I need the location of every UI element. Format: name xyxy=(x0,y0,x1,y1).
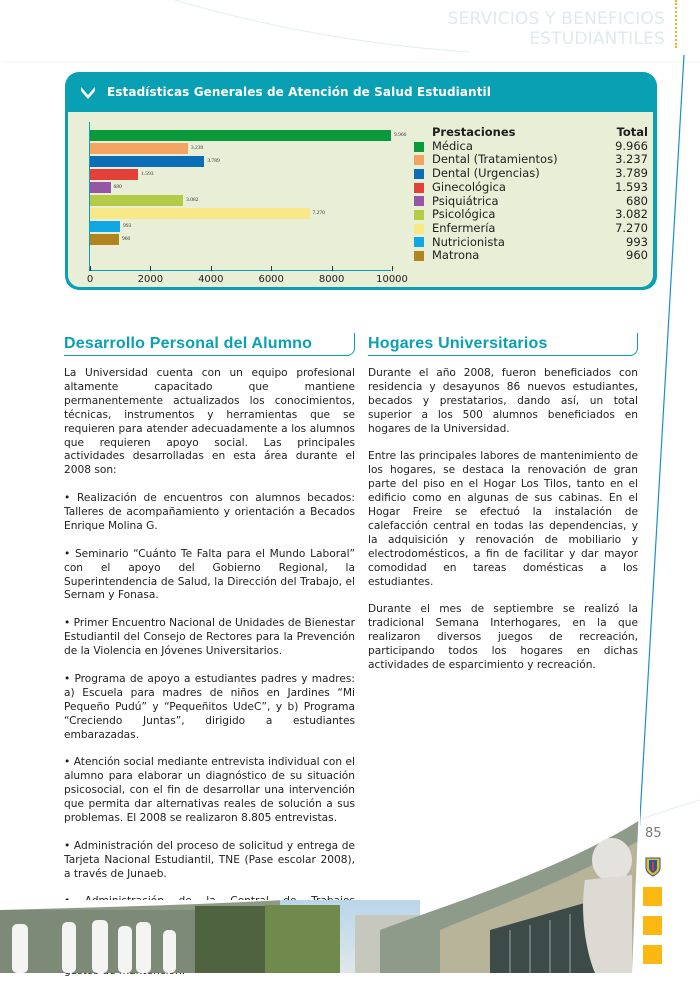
legend-name: Ginecológica xyxy=(432,179,506,194)
legend-name: Psicológica xyxy=(432,207,496,222)
bar-value-label: 3.082 xyxy=(186,197,199,203)
right-section-title: Hogares Universitarios xyxy=(368,335,548,352)
x-tick xyxy=(211,266,212,271)
left-section-title: Desarrollo Personal del Alumno xyxy=(64,335,313,352)
bar-3 xyxy=(90,169,138,180)
legend-name: Matrona xyxy=(432,248,480,263)
legend-row xyxy=(414,249,648,263)
legend-swatch xyxy=(414,237,424,247)
legend-swatch xyxy=(414,251,424,261)
legend-swatch xyxy=(414,224,424,234)
page-number: 85 xyxy=(645,826,662,841)
stats-header xyxy=(65,72,657,112)
decorative-square-1 xyxy=(643,887,662,906)
legend-total: 3.789 xyxy=(615,166,648,181)
legend-swatch xyxy=(414,210,424,220)
legend-name: Dental (Tratamientos) xyxy=(432,152,558,167)
x-tick xyxy=(150,266,151,271)
section-header-line2: ESTUDIANTILES xyxy=(529,29,665,49)
x-tick xyxy=(392,266,393,271)
bar-value-label: 960 xyxy=(121,236,131,242)
chevron-down-icon xyxy=(79,83,97,101)
paragraph: La Universidad cuenta con un equipo profesional altamente capacitado que mantiene permanentemente actualizados los conocimientos, técnicas, instrumentos y herramientas que se requieren para atender adecuadamente a los alumnos que requieren apoyo social. Las principales actividades desarrolladas en esta área durante el 2008 son: xyxy=(64,367,355,477)
x-tick xyxy=(90,266,91,271)
decorative-square-2 xyxy=(643,916,662,935)
legend-total: 3.237 xyxy=(615,152,648,167)
legend-name: Psiquiátrica xyxy=(432,193,499,208)
legend-row xyxy=(414,140,648,154)
legend-swatch xyxy=(414,142,424,152)
x-tick-label: 8000 xyxy=(318,274,345,285)
x-tick-label: 2000 xyxy=(137,274,164,285)
bar-7 xyxy=(90,221,120,232)
bar-8 xyxy=(90,234,119,245)
bar-1 xyxy=(90,143,188,154)
paragraph: • Atención social mediante entrevista individual con el alumno para elaborar un diagnóstico de su situación psicosocial, con el fin de desarrollar una intervención que permita dar alternativas reales de solución a sus problemas. El 2008 se realizaron 8.805 entrevistas. xyxy=(64,756,355,824)
bar-chart xyxy=(68,112,408,287)
paragraph: Entre las principales labores de mantenimiento de los hogares, se destaca la renovación de gran parte del piso en el Hogar Los Tilos, tanto en el edificio como en algunas de sus cabinas. En el Hogar Freire se efectuó la instalación de calefacción central en todas las dependencias, y la adquisición y renovación de mobiliario y electrodomésticos, a fin de facilitar y dar mayor comodidad en tareas domésticas a los estudiantes. xyxy=(368,450,638,588)
right-section xyxy=(368,333,638,687)
legend-total: 3.082 xyxy=(615,207,648,222)
stats-panel xyxy=(68,112,653,287)
x-tick xyxy=(271,266,272,271)
decorative-square-3 xyxy=(643,945,662,964)
right-section-body xyxy=(368,367,638,673)
bar-6 xyxy=(90,208,310,219)
legend-header-total: Total xyxy=(616,125,648,139)
legend-total: 960 xyxy=(626,248,648,263)
legend-swatch xyxy=(414,169,424,179)
legend-total: 680 xyxy=(626,193,648,208)
paragraph: • Administración del proceso de solicitud y entrega de Tarjeta Nacional Estudiantil, TNE (Pase escolar 2008), a través de Junaeb. xyxy=(64,839,355,880)
legend-swatch xyxy=(414,183,424,193)
bar-value-label: 9.966 xyxy=(393,132,407,138)
legend-name: Dental (Urgencias) xyxy=(432,166,540,181)
bar-value-label: 993 xyxy=(122,223,132,229)
bar-value-label: 3.239 xyxy=(190,145,204,151)
bar-value-label: 7.270 xyxy=(312,210,325,216)
legend-name: Nutricionista xyxy=(432,234,505,249)
legend-name: Médica xyxy=(432,138,473,153)
legend-row xyxy=(414,181,648,195)
bar-0 xyxy=(90,130,391,141)
dotted-divider xyxy=(675,0,677,48)
paragraph: Durante el año 2008, fueron beneficiados con residencia y desayunos 86 nuevos estudiantes, becados y prestatarios, dando así, un total superior a los 500 alumnos beneficiados en hogares de la Universidad. xyxy=(368,367,638,435)
legend-row xyxy=(414,195,648,209)
x-tick xyxy=(332,266,333,271)
legend-swatch xyxy=(414,155,424,165)
chart-legend-table xyxy=(414,126,648,263)
university-crest-icon xyxy=(645,857,661,877)
statue-photo xyxy=(380,780,640,973)
health-stats-box xyxy=(65,72,657,290)
legend-total: 7.270 xyxy=(615,220,648,235)
legend-header-name: Prestaciones xyxy=(432,125,516,139)
legend-row xyxy=(414,222,648,236)
bar-value-label: 3.789 xyxy=(207,158,220,164)
legend-total: 993 xyxy=(626,234,648,249)
right-section-heading xyxy=(368,333,638,356)
legend-row xyxy=(414,167,648,181)
legend-header xyxy=(414,126,648,140)
left-section-body xyxy=(64,367,355,979)
bar-value-label: 680 xyxy=(113,184,122,190)
legend-row xyxy=(414,208,648,222)
bar-5 xyxy=(90,195,183,206)
legend-row xyxy=(414,236,648,250)
x-tick-label: 10000 xyxy=(376,274,408,285)
x-axis xyxy=(89,270,391,271)
legend-swatch xyxy=(414,196,424,206)
stats-title: Estadísticas Generales de Atención de Salud Estudiantil xyxy=(107,85,491,99)
paragraph: • Seminario “Cuánto Te Falta para el Mundo Laboral” con el apoyo del Gobierno Regional, la Superintendencia de Salud, la Dirección del Trabajo, el Sernam y Fonasa. xyxy=(64,547,355,602)
section-header-title xyxy=(448,9,665,49)
paragraph: Durante el mes de septiembre se realizó la tradicional Semana Interhogares, en la que realizaron diversos juegos de recreación, participando todos los hogares en dichas actividades de esparcimiento y recreación. xyxy=(368,603,638,671)
bar-value-label: 1.593 xyxy=(141,171,154,177)
legend-total: 1.593 xyxy=(615,179,648,194)
bar-4 xyxy=(90,182,111,193)
legend-total: 9.966 xyxy=(615,138,648,153)
paragraph: • Programa de apoyo a estudiantes padres y madres: a) Escuela para madres de niños en Jardines “Mi Pequeño Pudú” y “Pequeñitos UdeC”, y b) Programa “Creciendo Juntas”, dirigido a estudiantes embarazadas. xyxy=(64,672,355,741)
paragraph: • Realización de encuentros con alumnos becados: Talleres de acompañamiento y orientación a Becados Enrique Molina G. xyxy=(64,492,355,532)
x-tick-label: 0 xyxy=(86,274,94,285)
x-tick-label: 4000 xyxy=(198,274,224,285)
left-section xyxy=(64,333,355,993)
legend-name: Enfermería xyxy=(432,220,496,235)
paragraph: • Primer Encuentro Nacional de Unidades de Bienestar Estudiantil del Consejo de Rectores para la Prevención de la Violencia en Jóvenes Universitarios. xyxy=(64,617,355,658)
section-header-line1: SERVICIOS Y BENEFICIOS xyxy=(447,9,665,29)
x-tick-label: 6000 xyxy=(258,274,284,285)
bar-2 xyxy=(90,156,204,167)
legend-row xyxy=(414,153,648,167)
left-section-heading xyxy=(64,333,355,356)
